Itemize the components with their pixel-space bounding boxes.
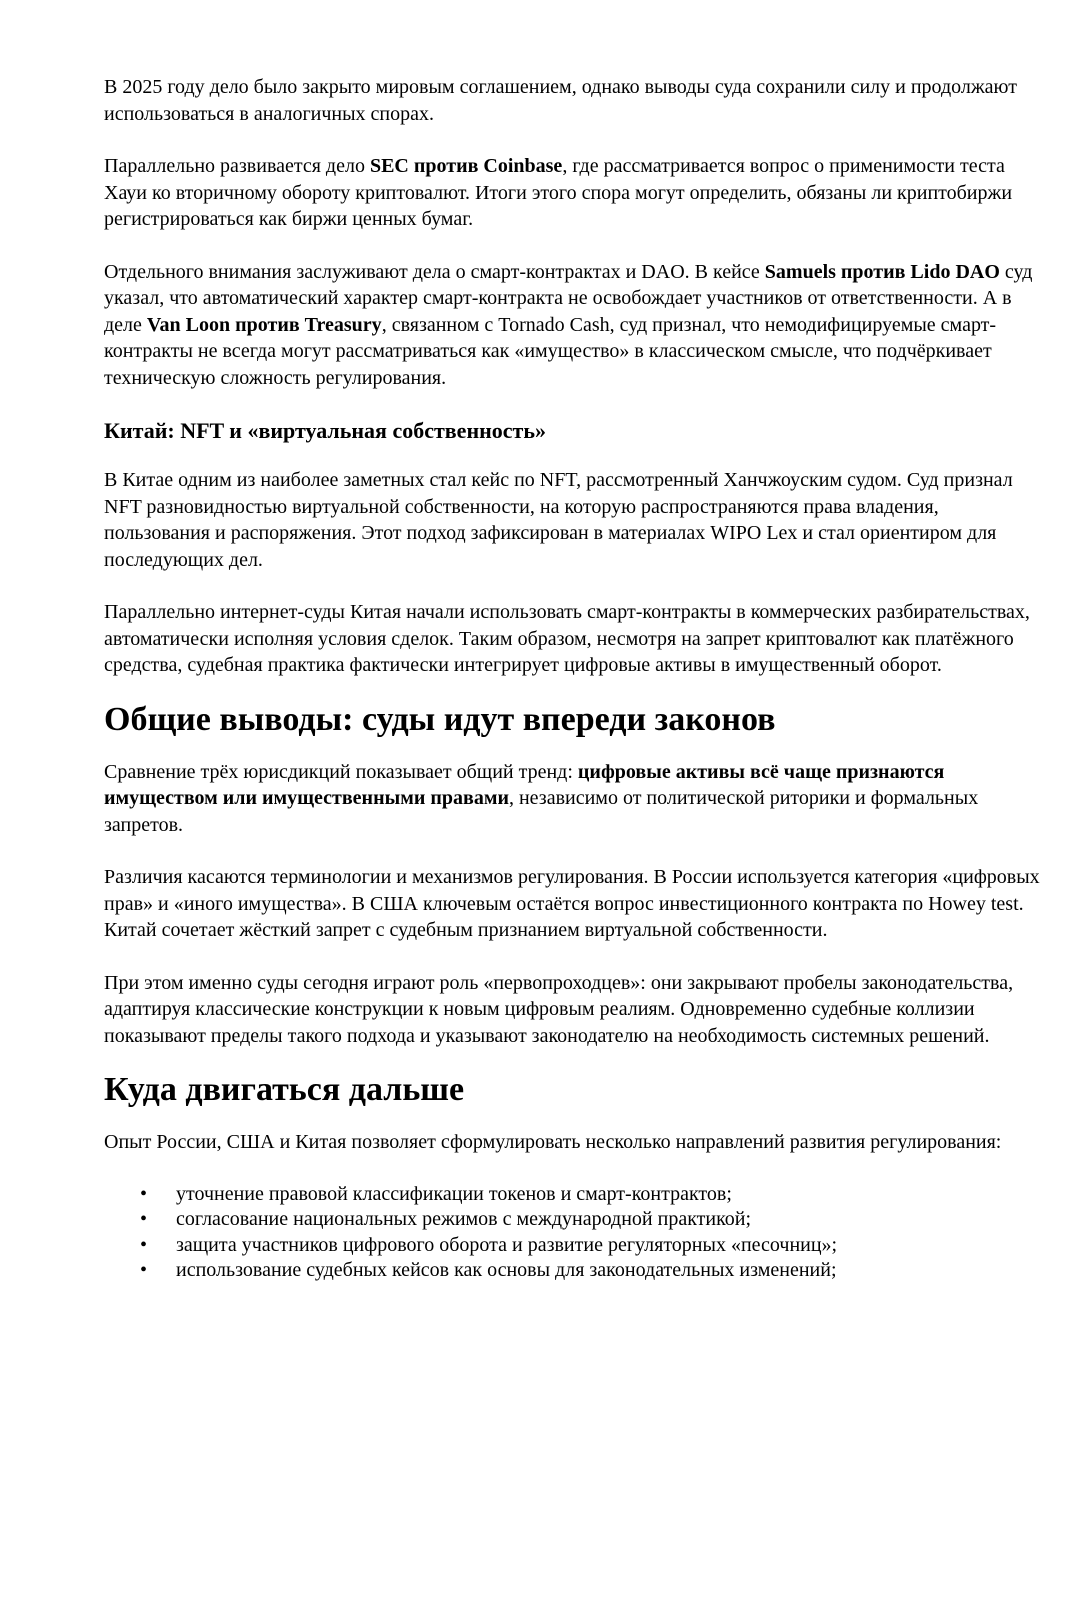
paragraph-directions: Опыт России, США и Китая позволяет сформулировать несколько направлений развития регулирования:	[104, 1131, 1002, 1153]
text-span: Сравнение трёх юрисдикций показывает общий тренд:	[104, 760, 578, 783]
list-item	[104, 1233, 1040, 1259]
list-item-text: использование судебных кейсов как основы для законодательных изменений;	[176, 1259, 837, 1281]
text-span: , связанном с Tornado Cash, суд признал, что немодифицируемые смарт-контракты не всегда могут рассматриваться как «имущество» в классическом смысле, что подчёркивает техническую сложность регулирования.	[104, 313, 997, 389]
list-item	[104, 1182, 1040, 1208]
paragraph-trend	[104, 759, 1040, 839]
text-span: Отдельного внимания заслуживают дела о смарт-контрактах и DAO. В кейсе	[104, 260, 765, 283]
case-name-van-loon: Van Loon против Treasury	[146, 313, 382, 336]
list-item-text: уточнение правовой классификации токенов и смарт-контрактов;	[176, 1182, 732, 1205]
paragraph-pioneers: При этом именно суды сегодня играют роль «первопроходцев»: они закрывают пробелы законодательства, адаптируя классические конструкции к новым цифровым реалиям. Одновременно судебные коллизии показывают пределы такого подхода и указывают законодателю на необходимость системных решений.	[104, 971, 1014, 1047]
bullet-icon: •	[140, 1259, 148, 1281]
paragraph-smart-contracts	[104, 259, 1040, 392]
case-name-lido: Samuels против Lido DAO	[764, 260, 1000, 283]
paragraph-china-nft: В Китае одним из наиболее заметных стал кейс по NFT, рассмотренный Ханчжоуским судом. Суд признал NFT разновидностью виртуальной собственности, на которую распространяются права владения, пользования и распоряжения. Этот подход зафиксирован в материалах WIPO Lex и стал ориентиром для последующих дел.	[104, 469, 1013, 571]
directions-list	[104, 1182, 1040, 1284]
heading-next-steps: Куда двигаться дальше	[104, 1071, 465, 1108]
bullet-icon: •	[140, 1182, 148, 1205]
paragraph-coinbase	[104, 153, 1040, 233]
heading-conclusions: Общие выводы: суды идут впереди законов	[104, 700, 776, 738]
bullet-icon: •	[140, 1208, 148, 1230]
text-span: суд указал, что автоматический характер смарт-контракта не освобождает участников от ответственности. А в деле	[104, 260, 1033, 336]
document-page	[104, 74, 1040, 1284]
paragraph-differences: Различия касаются терминологии и механизмов регулирования. В России используется категория «цифровых прав» и «иного имущества». В США ключевым остаётся вопрос инвестиционного контракта по Howey test. Китай сочетает жёсткий запрет с судебным признанием виртуальной собственности.	[104, 866, 1040, 941]
text-span: , где рассматривается вопрос о применимости теста Хауи ко вторичному обороту криптовалют. Итоги этого спора могут определить, обязаны ли криптобиржи регистрироваться как биржи ценных бумаг.	[104, 155, 1013, 230]
case-name-coinbase: SEC против Coinbase	[369, 155, 563, 177]
trend-highlight: цифровые активы всё чаще признаются имуществом или имущественными правами	[104, 760, 945, 809]
list-item	[104, 1207, 1040, 1233]
bullet-icon: •	[140, 1233, 148, 1256]
text-span: , независимо от политической риторики и формальных запретов.	[104, 787, 979, 836]
list-item	[104, 1258, 1040, 1284]
paragraph-china-courts: Параллельно интернет-суды Китая начали использовать смарт-контракты в коммерческих разбирательствах, автоматически исполняя условия сделок. Таким образом, несмотря на запрет криптовалют как платёжного средства, судебная практика фактически интегрирует цифровые активы в имущественный оборот.	[104, 601, 1030, 676]
list-item-text: защита участников цифрового оборота и развитие регуляторных «песочниц»;	[176, 1233, 838, 1256]
heading-china: Китай: NFT и «виртуальная собственность»	[104, 418, 546, 443]
paragraph-settlement: В 2025 году дело было закрыто мировым соглашением, однако выводы суда сохранили силу и продолжают использоваться в аналогичных спорах.	[104, 76, 1017, 125]
text-span: Параллельно развивается дело	[104, 155, 370, 177]
list-item-text: согласование национальных режимов с международной практикой;	[176, 1208, 752, 1230]
